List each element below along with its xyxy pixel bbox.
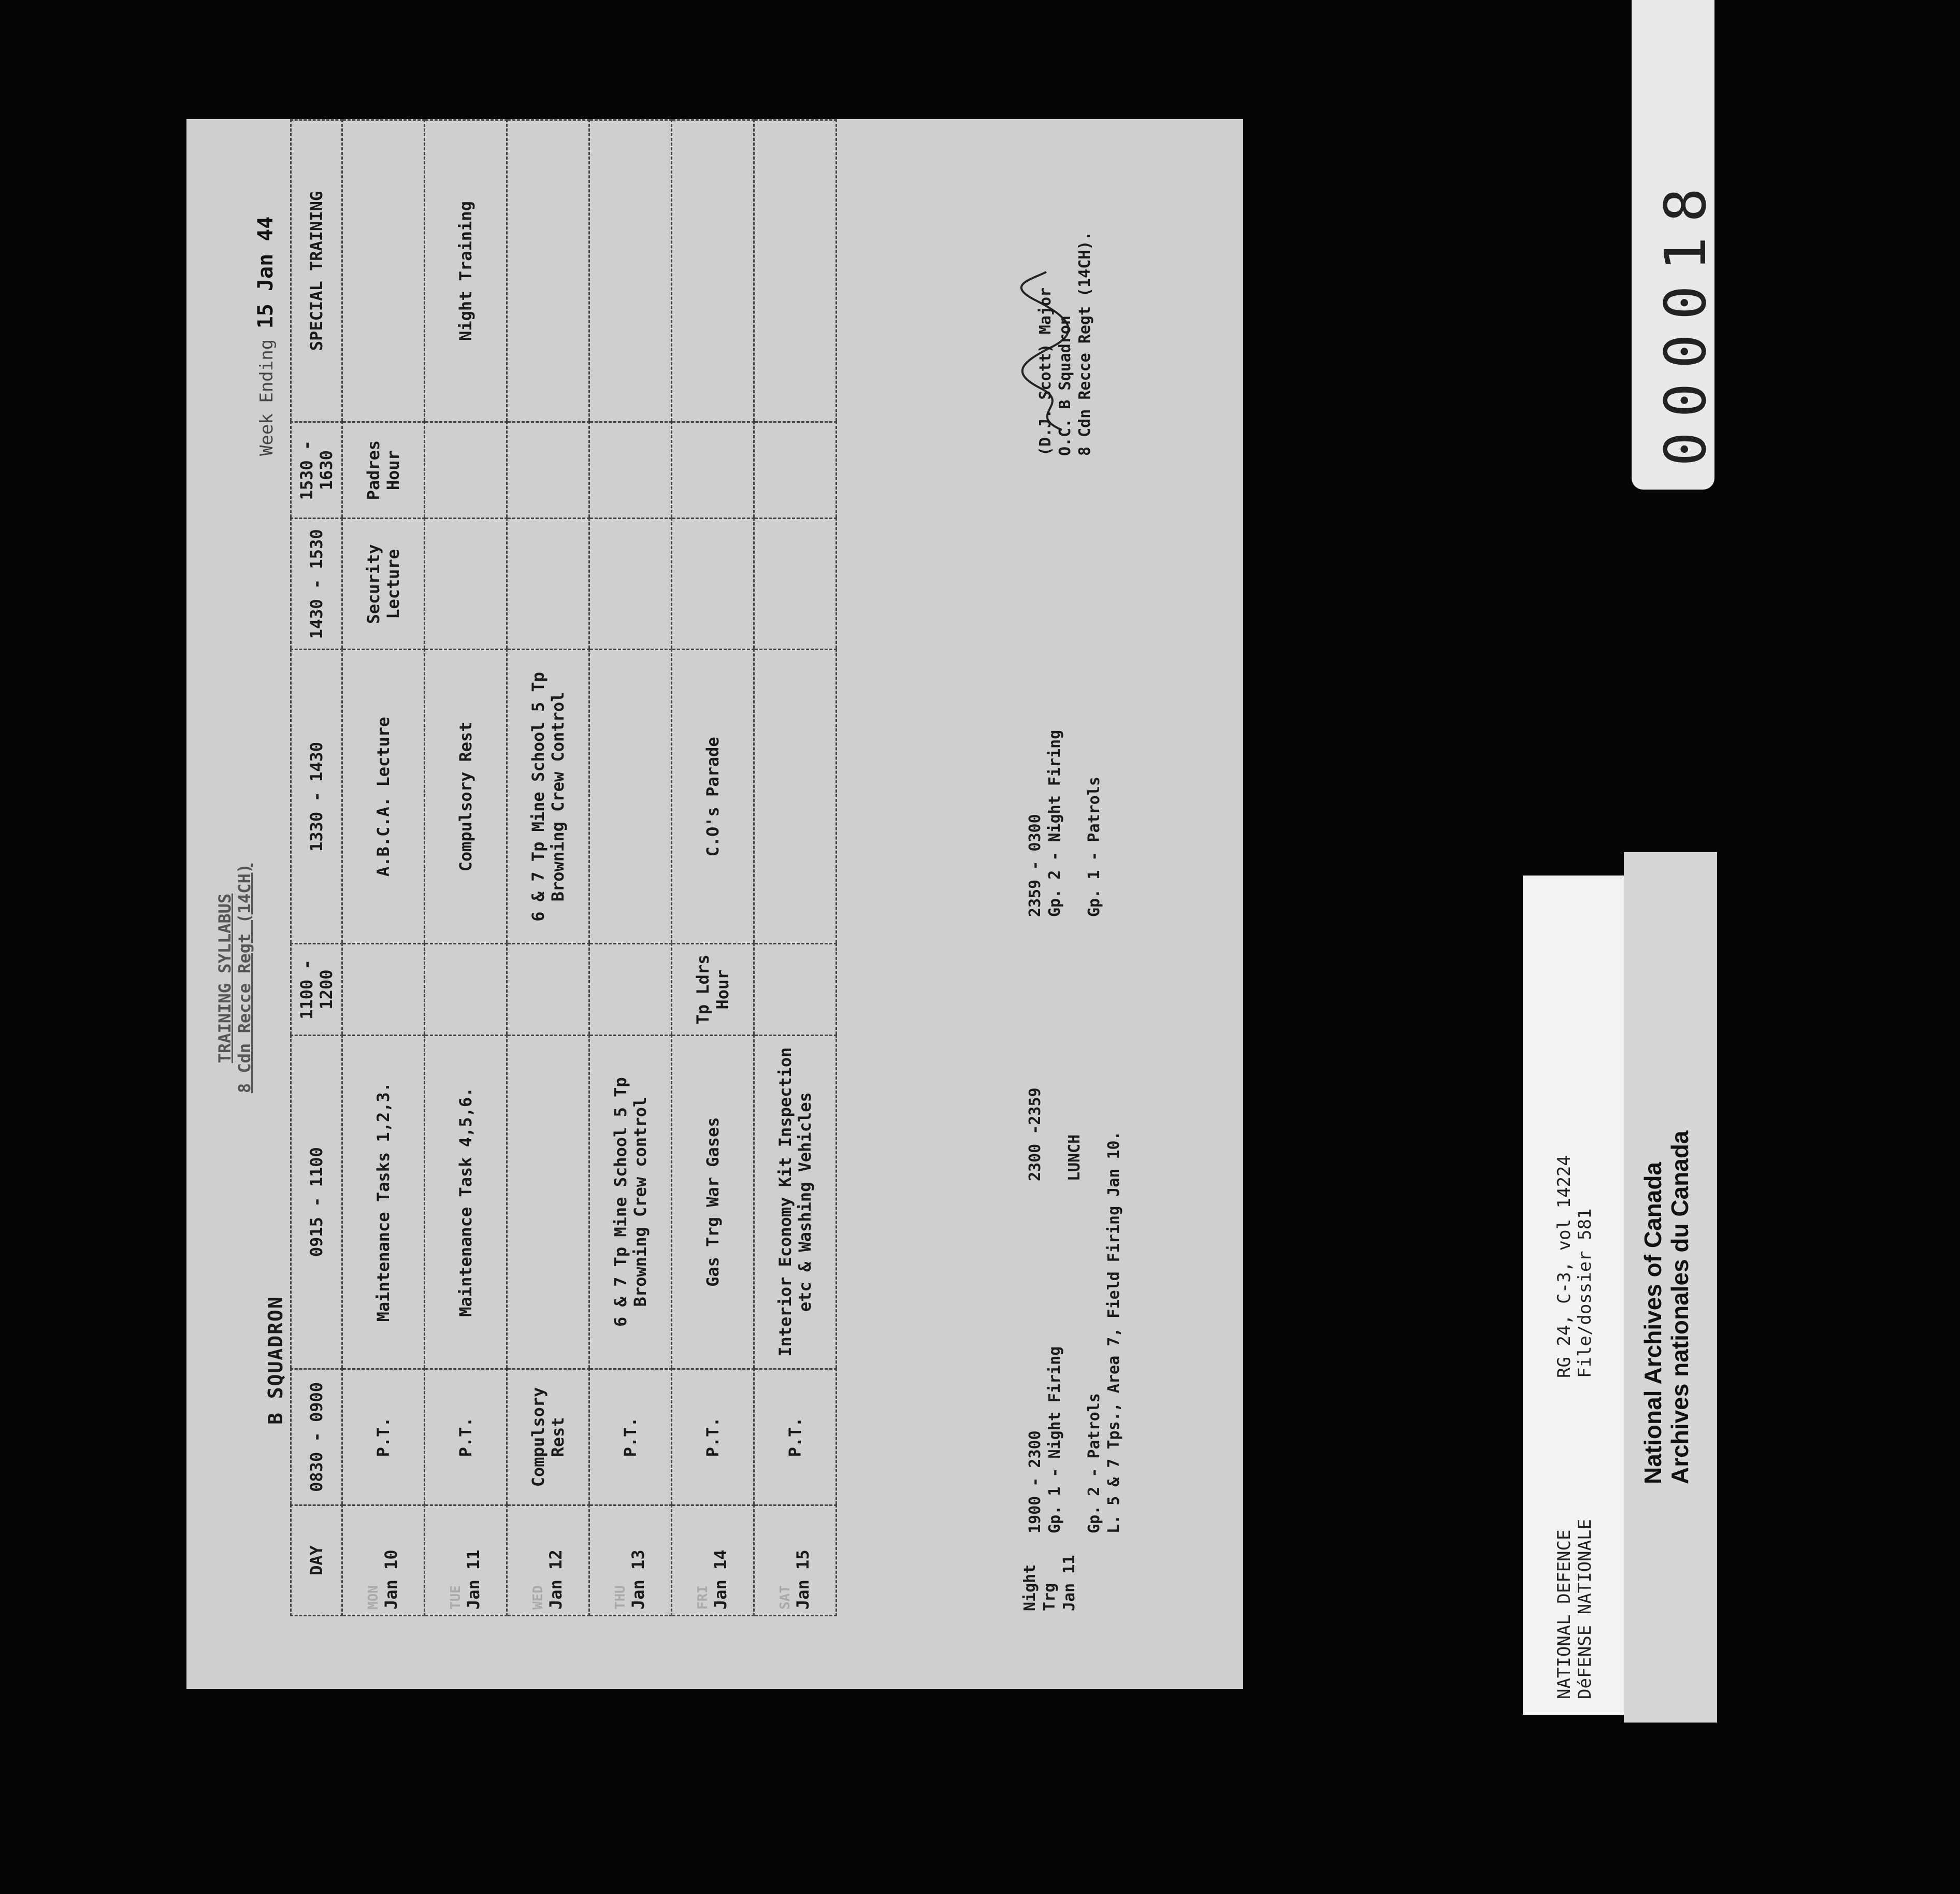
table-cell (754, 944, 837, 1035)
table-cell (589, 650, 672, 944)
week-ending-label: Week Ending (256, 339, 277, 456)
archive-reference-label (1523, 876, 1626, 1715)
table-row (425, 120, 507, 1616)
archive-name-card (1624, 852, 1717, 1723)
table-cell (754, 422, 837, 519)
table-cell (754, 519, 837, 650)
table-row (672, 120, 754, 1616)
table-header-row (291, 120, 342, 1616)
table-cell: 6 & 7 Tp Mine School 5 Tp Browning Crew Control (507, 650, 589, 944)
table-row (754, 120, 837, 1616)
table-cell (589, 944, 672, 1035)
table-cell (754, 650, 837, 944)
table-cell: P.T. (754, 1369, 837, 1505)
label-line-4: File/dossier 581 (1575, 1208, 1595, 1378)
frame-number: 000018 (1652, 173, 1719, 466)
night-training-schedule-2: 2300 -2359 LUNCH (1026, 1087, 1084, 1181)
column-header: DAY (291, 1505, 342, 1616)
syllabus-table (290, 119, 837, 1616)
column-header: 1430 - 1530 (291, 519, 342, 650)
table-cell: A.B.C.A. Lecture (342, 650, 425, 944)
table-cell (589, 422, 672, 519)
table-row (589, 120, 672, 1616)
archive-name-english: National Archives of Canada (1639, 1161, 1666, 1484)
night-training-label: Night Trg Jan 11 (1021, 1555, 1078, 1611)
table-cell: C.O's Parade (672, 650, 754, 944)
table-cell: Maintenance Task 4,5,6. (425, 1035, 507, 1369)
table-cell (342, 120, 425, 422)
table-cell: P.T. (589, 1369, 672, 1505)
table-cell: Tp Ldrs Hour (672, 944, 754, 1035)
table-cell (342, 944, 425, 1035)
column-header: 1330 - 1430 (291, 650, 342, 944)
table-cell (672, 120, 754, 422)
signature-block: (D.J. Scott) Major O.C. B Squadron 8 Cdn Recce Regt (14CH). (1036, 231, 1094, 456)
table-row (507, 120, 589, 1616)
label-line-2: DéFENSE NATIONALE (1575, 1519, 1595, 1699)
table-cell (425, 519, 507, 650)
table-row (342, 120, 425, 1616)
table-cell: P.T. (672, 1369, 754, 1505)
week-ending (254, 217, 278, 456)
table-cell: Padres Hour (342, 422, 425, 519)
document-content (186, 119, 1243, 1689)
week-ending-value: 15 Jan 44 (254, 216, 278, 329)
table-cell (589, 519, 672, 650)
night-training-schedule-1: 1900 - 2300 Gp. 1 - Night Firing Gp. 2 - Patrols L. 5 & 7 Tps., Area 7, Field Firing Jan 10. (1026, 1131, 1123, 1533)
document-title (215, 864, 254, 1093)
table-cell (589, 120, 672, 422)
table-cell (507, 1035, 589, 1369)
table-cell: Compulsory Rest (425, 650, 507, 944)
table-cell: Maintenance Tasks 1,2,3. (342, 1035, 425, 1369)
squadron-heading: B SQUADRON (264, 1296, 287, 1425)
day-cell: FRI Jan 14 (672, 1505, 754, 1616)
day-cell: TUE Jan 11 (425, 1505, 507, 1616)
column-header: 0830 - 0900 (291, 1369, 342, 1505)
document-sheet (186, 119, 1243, 1689)
table-cell (425, 944, 507, 1035)
label-line-3: RG 24, C-3, vol 14224 (1554, 1155, 1575, 1378)
day-cell: THU Jan 13 (589, 1505, 672, 1616)
night-training-schedule-3: 2359 - 0300 Gp. 2 - Night Firing Gp. 1 - Patrols (1026, 729, 1103, 917)
column-header: 0915 - 1100 (291, 1035, 342, 1369)
table-cell (425, 422, 507, 519)
column-header: SPECIAL TRAINING (291, 120, 342, 422)
day-cell: SAT Jan 15 (754, 1505, 837, 1616)
table-cell (754, 120, 837, 422)
day-cell: MON Jan 10 (342, 1505, 425, 1616)
column-header: 1530 - 1630 (291, 422, 342, 519)
table-cell (507, 944, 589, 1035)
table-cell (672, 422, 754, 519)
table-cell: Compulsory Rest (507, 1369, 589, 1505)
table-cell (672, 519, 754, 650)
table-cell: 6 & 7 Tp Mine School 5 Tp Browning Crew control (589, 1035, 672, 1369)
column-header: 1100 - 1200 (291, 944, 342, 1035)
frame-counter (1632, 0, 1719, 490)
title-line-1: TRAINING SYLLABUS (215, 893, 235, 1064)
table-cell: Gas Trg War Gases (672, 1035, 754, 1369)
table-cell: Interior Economy Kit Inspection etc & Washing Vehicles (754, 1035, 837, 1369)
title-line-2: 8 Cdn Recce Regt (14CH) (235, 863, 254, 1093)
table-cell: P.T. (425, 1369, 507, 1505)
table-cell: Security Lecture (342, 519, 425, 650)
archive-name-french: Archives nationales du Canada (1666, 1130, 1693, 1484)
day-cell: WED Jan 12 (507, 1505, 589, 1616)
table-cell: P.T. (342, 1369, 425, 1505)
table-cell: Night Training (425, 120, 507, 422)
table-cell (507, 422, 589, 519)
table-cell (507, 120, 589, 422)
label-line-1: NATIONAL DEFENCE (1554, 1529, 1575, 1699)
table-cell (507, 519, 589, 650)
